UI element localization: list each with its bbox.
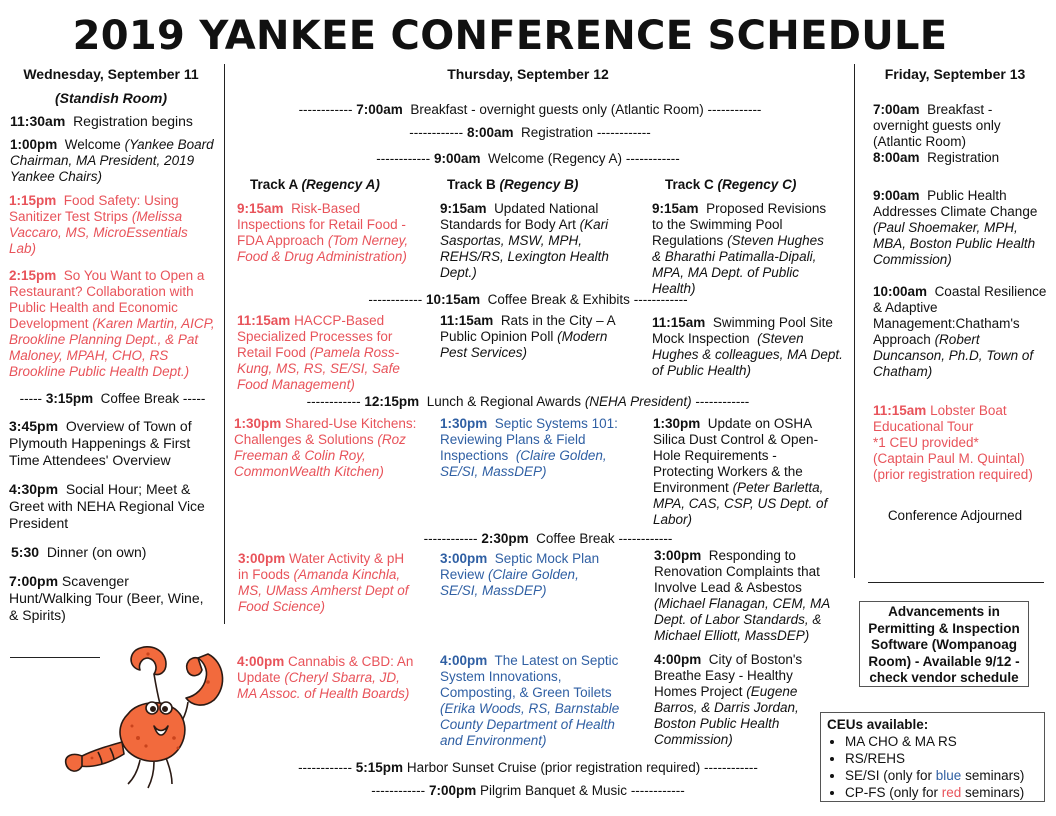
session-b4: 3:00pm Septic Mock Plan Review (Claire Golden, SE/SI, MassDEP) xyxy=(440,551,600,598)
session-b2: 11:15am Rats in the City – A Public Opinion Poll (Modern Pest Services) xyxy=(440,313,615,360)
thu-row-lunch: ------------ 12:15pm Lunch & Regional Awards (NEHA President) ------------ xyxy=(306,394,750,409)
wed-item-scavenger-hunt: 7:00pm Scavenger Hunt/Walking Tour (Beer, Wine, & Spirits) xyxy=(9,573,204,623)
wed-item-overview: 3:45pm Overview of Town of Plymouth Happenings & First Time Attendees' Overview xyxy=(9,418,192,468)
fri-item-breakfast: 7:00am Breakfast - overnight guests only (Atlantic Room) 8:00am Registration xyxy=(873,102,1001,165)
wed-item-dinner: 5:30 Dinner (on own) xyxy=(11,544,147,560)
divider-thu-fri xyxy=(854,64,855,578)
thu-row-welcome: ------------ 9:00am Welcome (Regency A) ------------ xyxy=(376,151,680,166)
session-a2: 11:15am HACCP-Based Specialized Processes for Retail Food (Pamela Ross-Kung, MS, RS, SE/SI, Safe Food Management) xyxy=(237,313,400,392)
wed-item-coffee-break: ----- 3:15pm Coffee Break ----- xyxy=(19,391,206,406)
conference-adjourned: Conference Adjourned xyxy=(887,508,1023,523)
lobster-illustration xyxy=(58,642,230,792)
wed-item-welcome: 1:00pm Welcome (Yankee Board Chairman, MA President, 2019 Yankee Chairs) xyxy=(10,137,214,184)
thu-row-breakfast: ------------ 7:00am Breakfast - overnight guests only (Atlantic Room) ------------ xyxy=(298,102,762,117)
thu-row-registration: ------------ 8:00am Registration ------------ xyxy=(409,125,651,140)
ceu-item: • SE/SI (only for blue seminars) xyxy=(845,767,1038,784)
fri-item-climate: 9:00am Public Health Addresses Climate Change (Paul Shoemaker, MPH, MBA, Boston Public Health Commission) xyxy=(873,188,1038,267)
track-b-heading: Track B (Regency B) xyxy=(447,177,579,192)
ceu-item: • RS/REHS xyxy=(845,750,1038,767)
session-b1: 9:15am Updated National Standards for Body Art (Kari Sasportas, MSW, MPH, REHS/RS, Lexington Health Dept.) xyxy=(440,201,609,280)
thu-row-banquet: ------------ 7:00pm Pilgrim Banquet & Music ------------ xyxy=(371,783,685,798)
session-c1: 9:15am Proposed Revisions to the Swimming Pool Regulations (Steven Hughes & Bharathi Patimalla-Dipali, MPA, MA Dept. of Public Health) xyxy=(652,201,827,296)
track-c-heading: Track C (Regency C) xyxy=(665,177,797,192)
wed-item-restaurant: 2:15pm So You Want to Open a Restaurant? Collaboration with Public Health and Economic Development (Karen Martin, AICP, Brookline Planning Dept., & Pat Maloney, MPAH, CHO, RS Brookline Public Health Dept.) xyxy=(9,268,215,379)
session-c2: 11:15am Swimming Pool Site Mock Inspection (Steven Hughes & colleagues, MA Dept. of Public Health) xyxy=(652,315,843,378)
divider-wed-thu xyxy=(224,64,225,624)
fri-item-coastal: 10:00am Coastal Resilience & Adaptive Management:Chatham's Approach (Robert Duncanson, Ph.D, Town of Chatham) xyxy=(873,284,1047,379)
thursday-heading: Thursday, September 12 xyxy=(447,66,609,82)
wednesday-room: (Standish Room) xyxy=(55,90,167,106)
track-a-heading: Track A (Regency A) xyxy=(250,177,380,192)
session-c3: 1:30pm Update on OSHA Silica Dust Control & Open-Hole Requirements - Protecting Workers & the Environment (Peter Barletta, MPA, CAS, CSP, US Dept. of Labor) xyxy=(653,416,828,527)
session-a5: 4:00pm Cannabis & CBD: An Update (Cheryl Sbarra, JD, MA Assoc. of Health Boards) xyxy=(237,654,414,701)
session-c5: 4:00pm City of Boston's Breathe Easy - Healthy Homes Project (Eugene Barros, & Darris Jordan, Boston Public Health Commission) xyxy=(654,652,803,747)
thu-row-cruise: ------------ 5:15pm Harbor Sunset Cruise (prior registration required) ------------ xyxy=(298,760,758,775)
session-b5: 4:00pm The Latest on Septic System Innovations, Composting, & Green Toilets (Erika Woods, RS, Barnstable County Department of Health and Environment) xyxy=(440,653,620,748)
ceu-title: CEUs available: xyxy=(827,717,929,732)
fri-item-lobster-boat: 11:15am Lobster Boat Educational Tour *1 CEU provided* (Captain Paul M. Quintal) (prior registration required) xyxy=(873,403,1033,482)
friday-heading: Friday, September 13 xyxy=(884,66,1026,82)
session-a1: 9:15am Risk-Based Inspections for Retail Food - FDA Approach (Tom Nerney, Food & Drug Administration) xyxy=(237,201,409,264)
session-c4: 3:00pm Responding to Renovation Complaints that Involve Lead & Asbestos (Michael Flanagan, CEM, MA Dept. of Labor Standards, & Michael Elliott, MassDEP) xyxy=(654,548,830,643)
wed-item-social-hour: 4:30pm Social Hour; Meet & Greet with NEHA Regional Vice President xyxy=(9,481,205,531)
ceu-list xyxy=(827,733,1038,801)
wed-item-registration: 11:30am Registration begins xyxy=(10,113,193,129)
session-b3: 1:30pm Septic Systems 101: Reviewing Plans & Field Inspections (Claire Golden, SE/SI, MassDEP) xyxy=(440,416,618,479)
page-title: 2019 YANKEE CONFERENCE SCHEDULE xyxy=(72,13,948,59)
wednesday-heading: Wednesday, September 11 xyxy=(23,66,199,82)
thu-row-coffee-break-2: ------------ 2:30pm Coffee Break ------------ xyxy=(423,531,673,546)
session-a3: 1:30pm Shared-Use Kitchens: Challenges & Solutions (Roz Freeman & Colin Roy, CommonWealth Kitchen) xyxy=(234,416,417,479)
wed-item-food-safety: 1:15pm Food Safety: Using Sanitizer Test Strips (Melissa Vaccaro, MS, MicroEssentials Lab) xyxy=(9,193,188,256)
session-a4: 3:00pm Water Activity & pH in Foods (Amanda Kinchla, MS, UMass Amherst Dept of Food Science) xyxy=(238,551,409,614)
ceu-item: • MA CHO & MA RS xyxy=(845,733,1038,750)
ceu-item: • CP-FS (only for red seminars) xyxy=(845,784,1038,801)
ceu-box xyxy=(820,712,1045,802)
software-box: Advancements in Permitting & Inspection Software (Wompanoag Room) - Available 9/12 - check vendor schedule xyxy=(859,601,1029,687)
thu-row-coffee-break-1: ------------ 10:15am Coffee Break & Exhibits ------------ xyxy=(368,292,688,307)
divider-friday-bottom xyxy=(868,582,1044,583)
